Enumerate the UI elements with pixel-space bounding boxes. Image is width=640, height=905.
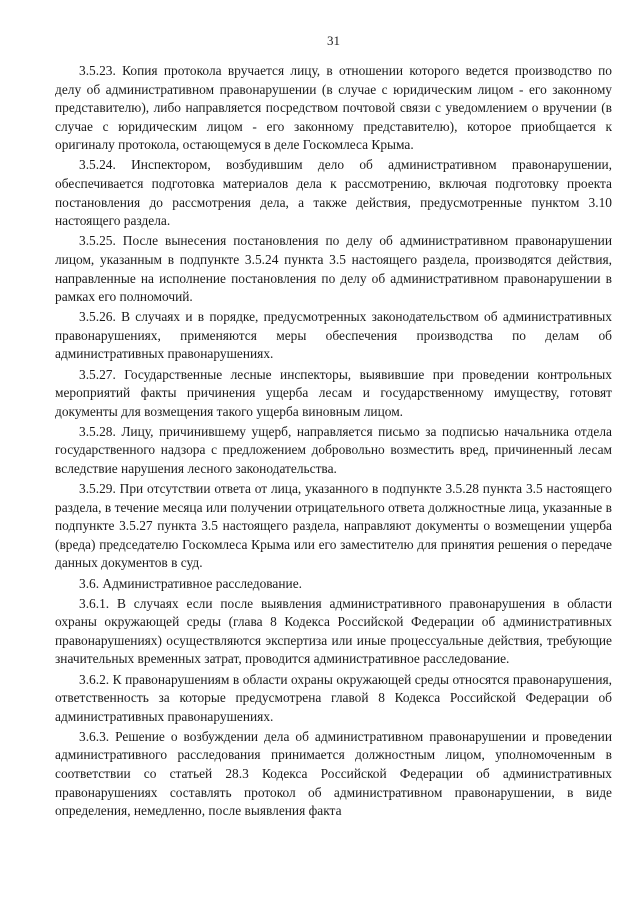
paragraph-3-6-3: 3.6.3. Решение о возбуждении дела об административном правонарушении и проведении административного расследования принимается должностным лицом, уполномоченным в соответствии со статьей 28.3 Кодекса Российской Федерации об административных правонарушениях составлять протокол об административном правонарушении, в виде определения, немедленно, после выявления факта [55, 728, 612, 819]
paragraph-3-5-26: 3.5.26. В случаях и в порядке, предусмотренных законодательством об административных правонарушениях, применяются меры обеспечения производства по делам об административных правонарушениях. [55, 309, 612, 362]
paragraph-3-5-23: 3.5.23. Копия протокола вручается лицу, в отношении которого ведется производство по делу об административном правонарушении (в случае с юридическим лицом - его законному представителю), либо направляется посредством почтовой связи с уведомлением о вручении (в случае с юридическим лицом - его законному представителю), которое приобщается к оригиналу протокола, остающемуся в деле Госкомлеса Крыма. [55, 63, 612, 153]
paragraph-3-5-28: 3.5.28. Лицу, причинившему ущерб, направляется письмо за подписью начальника отдела государственного надзора с предложением добровольно возместить вред, причиненный лесам вследствие нарушения лесного законодательства. [55, 423, 612, 476]
paragraph-3-6-2: 3.6.2. К правонарушениям в области охраны окружающей среды относятся правонарушения, ответственность за которые предусмотрена главой 8 Кодекса Российской Федерации об административных правонарушениях. [55, 671, 612, 724]
paragraph-3-5-25: 3.5.25. После вынесения постановления по делу об административном правонарушении лицом, указанным в подпункте 3.5.24 пункта 3.5 настоящего раздела, производятся действия, направленные на исполнение постановления по делу об административном правонарушении в рамках его полномочий. [55, 233, 612, 305]
paragraph-3-5-27: 3.5.27. Государственные лесные инспекторы, выявившие при проведении контрольных мероприятий факты причинения ущерба лесам и государственному имуществу, готовят документы для возмещения такого ущерба виновным лицом. [55, 366, 612, 419]
paragraph-3-5-29: 3.5.29. При отсутствии ответа от лица, указанного в подпункте 3.5.28 пункта 3.5 настоящего раздела, в течение месяца или получении отрицательного ответа должностные лица, указанные в подпункте 3.5.27 пункта 3.5 настоящего раздела, направляют документы о возмещении ущерба (вреда) председателю Госкомлеса Крыма или его заместителю для принятия решения о передаче данных документов в суд. [55, 481, 612, 571]
section-heading-3-6: 3.6. Административное расследование. [79, 575, 302, 591]
paragraph-3-5-24: 3.5.24. Инспектором, возбудившим дело об административном правонарушении, обеспечивается подготовка материалов дела к рассмотрению, включая подготовку проекта постановления до рассмотрения дела, а также действия, предусмотренные пунктом 3.10 настоящего раздела. [55, 157, 612, 229]
document-body [55, 62, 612, 822]
paragraph-3-6-1: 3.6.1. В случаях если после выявления административного правонарушения в области охраны окружающей среды (глава 8 Кодекса Российской Федерации об административных правонарушениях) осуществляются экспертиза или иные процессуальные действия, требующие значительных временных затрат, проводится административное расследование. [55, 595, 612, 667]
page-number: 31 [327, 33, 340, 48]
